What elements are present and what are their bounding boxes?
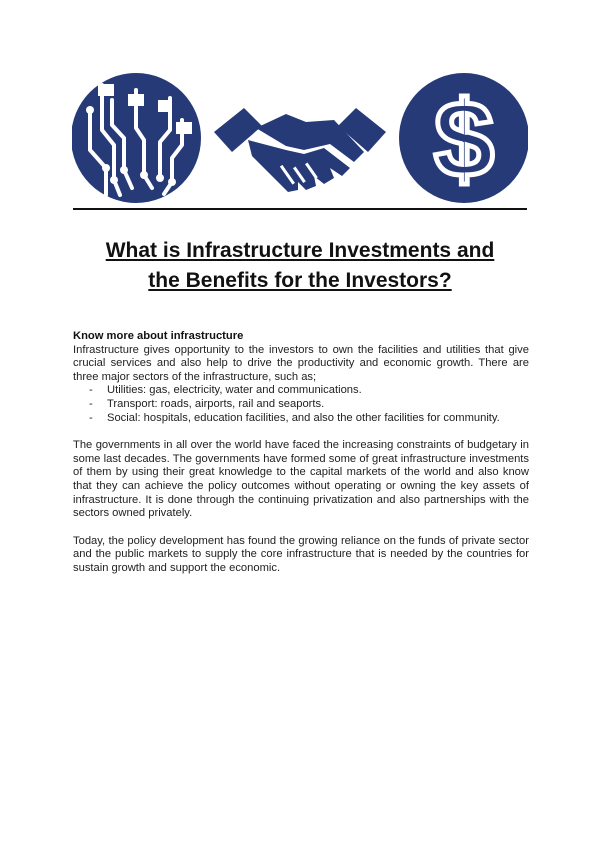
header-divider <box>73 208 527 210</box>
list-bullet: - <box>89 411 93 424</box>
policy-paragraph: Today, the policy development has found the growing reliance on the funds of private sector and the public markets to supply the core infrastructure that is needed by the countries for sustain growth and support the economic. <box>73 534 529 574</box>
svg-text:$: $ <box>433 78 495 199</box>
list-item <box>89 384 529 398</box>
list-item-text: Utilities: gas, electricity, water and communications. <box>107 384 362 397</box>
list-item <box>89 398 529 412</box>
document-body <box>73 330 529 576</box>
title-line-2: the Benefits for the Investors? <box>148 269 452 292</box>
title-line-1: What is Infrastructure Investments and <box>105 239 495 262</box>
intro-paragraph: Infrastructure gives opportunity to the investors to own the facilities and utilities that give crucial services and also help to drive the productivity and economic growth. There are three major sectors of the infrastructure, such as; <box>73 343 529 383</box>
page-title <box>60 236 540 296</box>
governments-paragraph: The governments in all over the world have faced the increasing constraints of budgetary in some last decades. The governments have formed some of great infrastructure investments of them by using their great knowledge to the capital markets of the world and also know that they can achieve the policy outcomes without operating or owning the key assets of infrastructure. It is done through the continuing privatization and also partnerships with the sectors owned privately. <box>73 439 529 520</box>
header-graphics <box>72 70 528 210</box>
sector-list <box>73 384 529 425</box>
section-heading: Know more about infrastructure <box>73 330 244 342</box>
dollar-sign-icon <box>399 73 528 203</box>
list-item-text: Transport: roads, airports, rail and seaports. <box>107 397 325 410</box>
list-item <box>89 412 529 426</box>
list-bullet: - <box>89 397 93 410</box>
handshake-icon <box>214 108 386 192</box>
circuit-board-icon <box>72 73 201 203</box>
list-bullet: - <box>89 384 93 397</box>
list-item-text: Social: hospitals, education facilities, and also the other facilities for community. <box>107 411 500 424</box>
